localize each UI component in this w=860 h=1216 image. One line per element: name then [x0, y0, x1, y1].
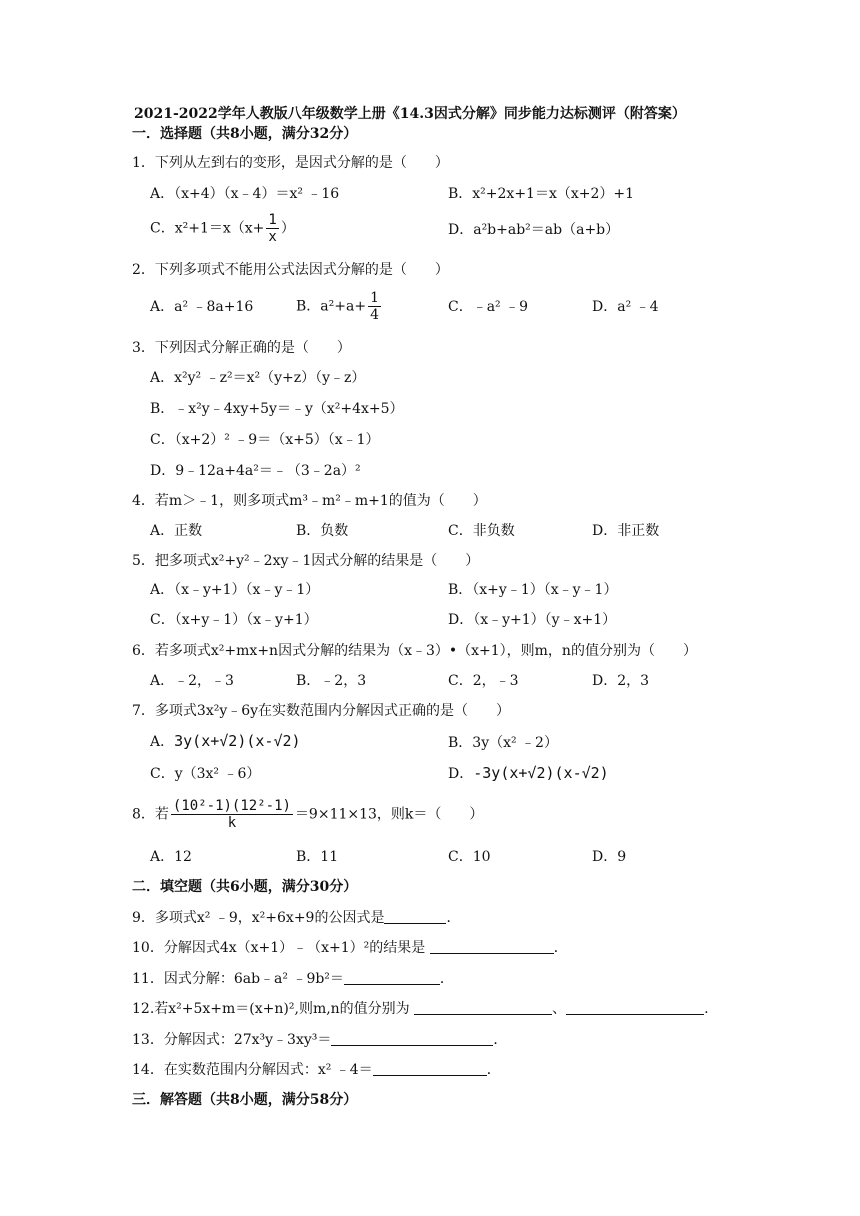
question-2-stem: 2．下列多项式不能用公式法因式分解的是（ ）: [132, 262, 449, 278]
question-5-option-b: B．（x+y﹣1）（x﹣y﹣1）: [448, 582, 618, 598]
question-10: [132, 938, 568, 958]
question-2-option-a: A．a² ﹣8a+16: [150, 299, 254, 315]
question-1-option-b: B．x²+2x+1＝x（x+2）+1: [448, 186, 635, 202]
question-8-option-a: A．12: [150, 849, 192, 865]
section-heading-choice: 一．选择题（共8小题，满分32分）: [132, 126, 358, 142]
question-7-option-a-expr: 3y(x+√2)(x-√2): [174, 732, 301, 750]
question-12-end: .: [704, 1001, 709, 1017]
section-heading-fill: 二．填空题（共6小题，满分30分）: [132, 879, 358, 895]
question-3-option-c: C．（x+2）² ﹣9＝（x+5）（x﹣1）: [150, 432, 380, 448]
fraction-numerator: (10²-1)(12²-1): [172, 798, 291, 814]
question-6-option-a: A．﹣2，﹣3: [150, 673, 234, 689]
question-13-text: 13．分解因式：27x³y﹣3xy³＝: [132, 1032, 332, 1048]
question-2-option-d: D．a² ﹣4: [592, 299, 659, 315]
question-6-stem: 6．若多项式x²+mx+n因式分解的结果为（x﹣3）•（x+1），则m，n的值分别为（ ）: [132, 643, 697, 659]
fraction-numerator: 1: [370, 290, 379, 306]
question-4-option-b: B．负数: [296, 523, 349, 539]
question-10-end: ．: [553, 940, 568, 956]
fraction: [171, 798, 293, 831]
question-5-option-c: C．（x+y﹣1）（x﹣y+1）: [150, 612, 318, 628]
question-8-prefix: 8．若: [132, 806, 169, 823]
question-5-stem: 5．把多项式x²+y²﹣2xy﹣1因式分解的结果是（ ）: [132, 553, 480, 569]
answer-blank: [384, 909, 446, 924]
question-6-option-c: C．2，﹣3: [448, 673, 519, 689]
question-1-option-c-close: ）: [280, 220, 295, 237]
answer-blank-n: [566, 1000, 704, 1015]
question-8-suffix: ＝9×11×13，则k＝（ ）: [294, 806, 484, 823]
question-3-option-b: B．﹣x²y﹣4xy+5y＝﹣y（x²+4x+5）: [150, 401, 404, 417]
question-3-stem: 3．下列因式分解正确的是（ ）: [132, 340, 351, 356]
answer-blank-m: [414, 1000, 552, 1015]
fraction-denominator: x: [268, 229, 277, 245]
question-7-option-d: [448, 763, 609, 784]
answer-blank: [373, 1061, 487, 1076]
question-4-option-d: D．非正数: [592, 523, 660, 539]
fraction: [368, 290, 381, 323]
question-13: [132, 1030, 507, 1050]
question-4-stem: 4．若m＞﹣1，则多项式m³﹣m²﹣m+1的值为（ ）: [132, 493, 487, 509]
question-7-option-a-label: A．: [150, 734, 175, 750]
question-12: [132, 999, 709, 1019]
question-1-option-c: [150, 212, 295, 245]
question-6-option-b: B．﹣2，3: [296, 673, 367, 689]
section-heading-solve: 三．解答题（共8小题，满分58分）: [132, 1092, 358, 1108]
answer-blank: [331, 1031, 493, 1046]
question-5-option-a: A．（x﹣y+1）（x﹣y﹣1）: [150, 582, 320, 598]
question-13-end: ．: [493, 1032, 508, 1048]
question-7-option-b: B．3y（x² ﹣2）: [448, 735, 558, 751]
question-1-option-d: D．a²b+ab²＝ab（a+b）: [448, 222, 620, 238]
fraction-denominator: 4: [370, 307, 379, 323]
fraction: [266, 212, 278, 245]
question-1-option-c-text: C．x²+1＝x（x+: [150, 220, 265, 237]
question-2-option-b-text: B．a²+a+: [296, 298, 367, 315]
question-8-stem: [132, 798, 483, 831]
question-9-text: 9．多项式x² ﹣9，x²+6x+9的公因式是: [132, 910, 385, 926]
fraction-numerator: 1: [268, 212, 277, 228]
question-12-text: 12.若x²+5x+m＝(x+n)²,则m,n的值分别为: [132, 1001, 410, 1017]
question-5-option-d: D．（x﹣y+1）（y﹣x+1）: [448, 612, 617, 628]
question-8-option-c: C．10: [448, 849, 491, 865]
question-12-separator: 、: [552, 1001, 567, 1017]
question-14: [132, 1060, 501, 1080]
question-1-stem: 1．下列从左到右的变形，是因式分解的是（ ）: [132, 155, 449, 171]
question-4-option-a: A．正数: [150, 523, 203, 539]
question-2-option-b: [296, 290, 383, 323]
question-2-option-c: C．﹣a² ﹣9: [448, 299, 529, 315]
question-14-text: 14．在实数范围内分解因式：x² ﹣4＝: [132, 1062, 373, 1078]
question-14-end: ．: [486, 1062, 501, 1078]
question-7-stem: 7．多项式3x²y﹣6y在实数范围内分解因式正确的是（ ）: [132, 703, 511, 719]
fraction-denominator: k: [227, 815, 237, 831]
question-6-option-d: D．2，3: [592, 673, 650, 689]
question-8-option-d: D．9: [592, 849, 627, 865]
question-1-option-a: A．（x+4）（x﹣4）＝x² ﹣16: [150, 186, 340, 202]
question-9: [132, 908, 460, 928]
question-11-text: 11．因式分解：6ab﹣a² ﹣9b²＝: [132, 971, 344, 987]
question-7-option-d-expr: -3y(x+√2)(x-√2): [473, 764, 609, 782]
question-10-text: 10．分解因式4x（x+1）﹣（x+1）²的结果是: [132, 940, 426, 956]
page-title: 2021-2022学年人教版八年级数学上册《14.3因式分解》同步能力达标测评（附答案）: [134, 106, 686, 122]
question-7-option-d-label: D．: [448, 766, 474, 782]
question-3-option-a: A．x²y² ﹣z²＝x²（y+z）（y﹣z）: [150, 370, 366, 386]
question-7-option-c: C．y（3x² ﹣6）: [150, 766, 261, 782]
question-4-option-c: C．非负数: [448, 523, 515, 539]
answer-blank: [430, 939, 554, 954]
question-9-end: ．: [446, 910, 461, 926]
question-8-option-b: B．11: [296, 849, 339, 865]
question-7-option-a: [150, 731, 301, 752]
question-3-option-d: D．9﹣12a+4a²＝﹣（3﹣2a）²: [150, 463, 361, 479]
question-11-end: ．: [439, 971, 454, 987]
answer-blank: [344, 970, 440, 985]
question-11: [132, 969, 454, 989]
